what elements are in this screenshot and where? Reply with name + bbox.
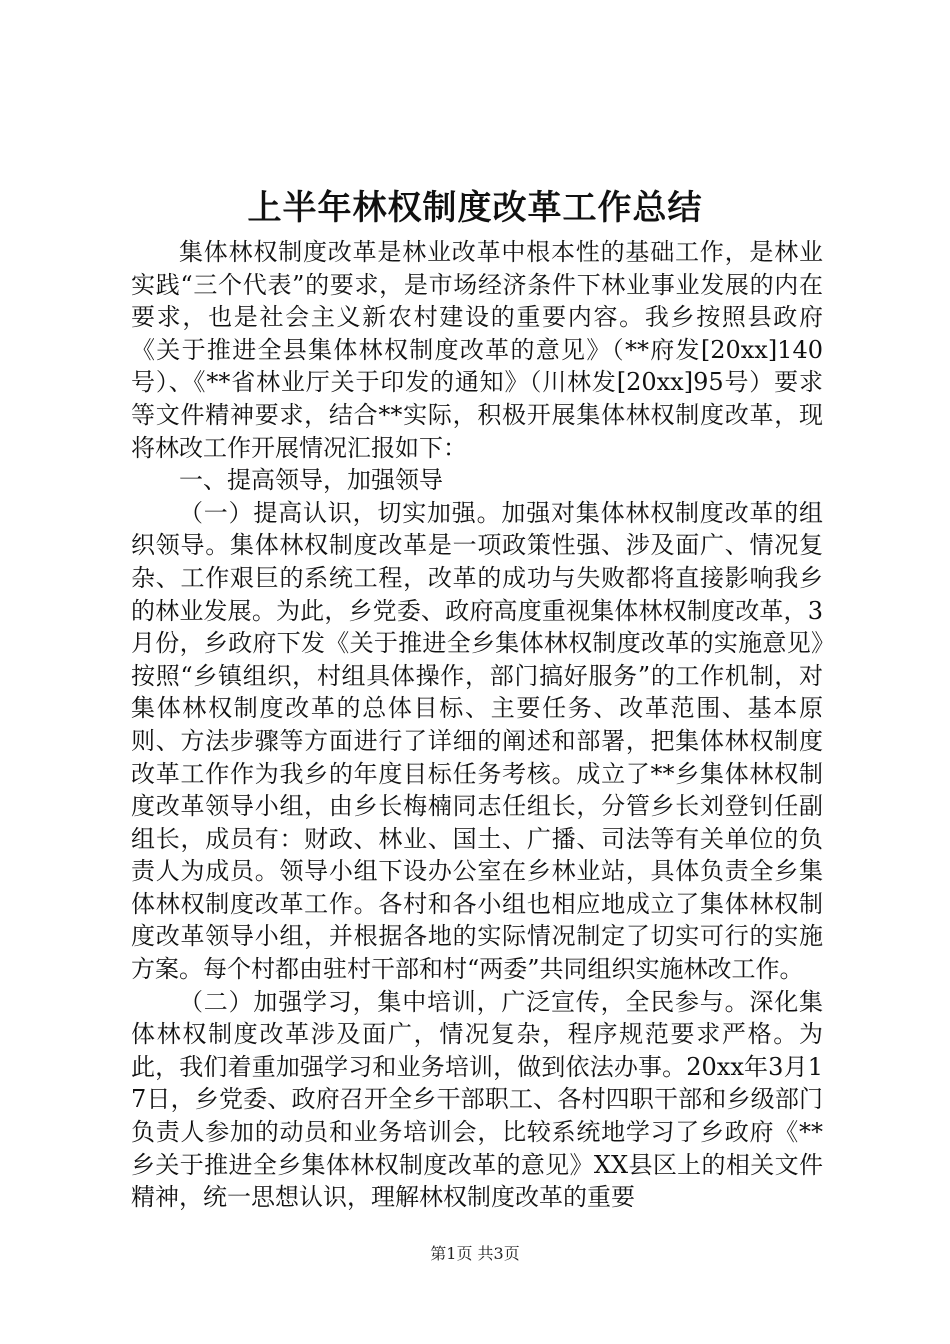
paragraph-section-1-1: （一）提高认识，切实加强。加强对集体林权制度改革的组织领导。集体林权制度改革是一项政策性强、涉及面广、情况复杂、工作艰巨的系统工程，改革的成功与失败都将直接影响我乡的林业发展。为此，乡党委、政府高度重视集体林权制度改革，3月份，乡政府下发《关于推进全乡集体林权制度改革的实施意见》按照“乡镇组织，村组具体操作，部门搞好服务”的工作机制，对集体林权制度改革的总体目标、主要任务、改革范围、基本原则、方法步骤等方面进行了详细的阐述和部署，把集体林权制度改革工作作为我乡的年度目标任务考核。成立了**乡集体林权制度改革领导小组，由乡长梅楠同志任组长，分管乡长刘登钊任副组长，成员有：财政、林业、国土、广播、司法等有关单位的负责人为成员。领导小组下设办公室在乡林业站，具体负责全乡集体林权制度改革工作。各村和各小组也相应地成立了集体林权制度改革领导小组，并根据各地的实际情况制定了切实可行的实施方案。每个村都由驻村干部和村“两委”共同组织实施林改工作。	[131, 498, 823, 984]
document-body	[131, 236, 823, 1214]
paragraph-section-1-2: （二）加强学习，集中培训，广泛宣传，全民参与。深化集体林权制度改革涉及面广，情况复杂，程序规范要求严格。为此，我们着重加强学习和业务培训，做到依法办事。20xx年3月17日，乡党委、政府召开全乡干部职工、各村四职干部和乡级部门负责人参加的动员和业务培训会，比较系统地学习了乡政府《**乡关于推进全乡集体林权制度改革的意见》XX县区上的相关文件精神，统一思想认识，理解林权制度改革的重要	[131, 987, 823, 1212]
paragraph-intro: 集体林权制度改革是林业改革中根本性的基础工作，是林业实践“三个代表”的要求，是市场经济条件下林业事业发展的内在要求，也是社会主义新农村建设的重要内容。我乡按照县政府《关于推进全县集体林权制度改革的意见》（**府发[20xx]140号）、《**省林业厅关于印发的通知》（川林发[20xx]95号）要求等文件精神要求，结合**实际，积极开展集体林权制度改革，现将林改工作开展情况汇报如下：	[131, 238, 823, 462]
section-heading-1: 一、提高领导，加强领导	[179, 466, 443, 495]
document-title: 上半年林权制度改革工作总结	[247, 188, 703, 228]
page-footer: 第1页 共3页	[430, 1244, 520, 1263]
